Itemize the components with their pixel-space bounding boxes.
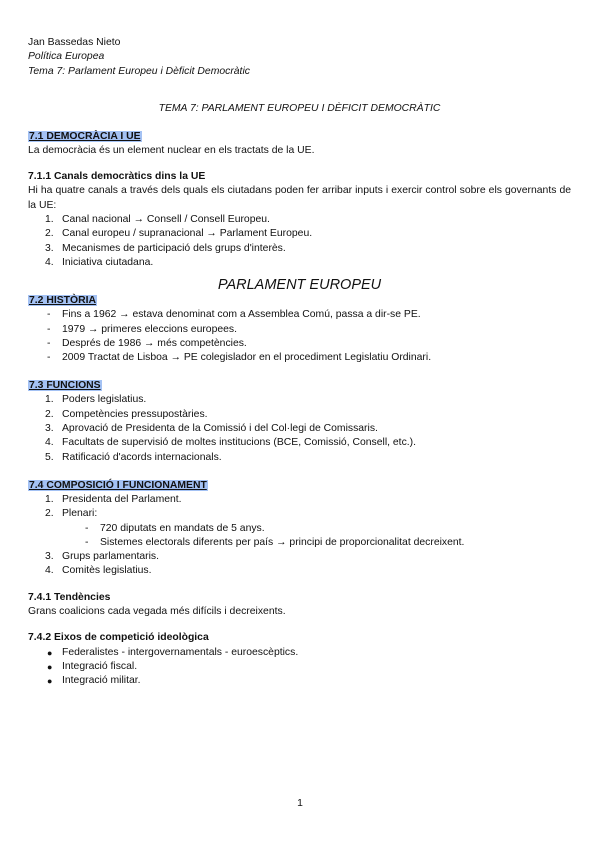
- list-item: 5. Ratificació d'acords internacionals.: [45, 451, 222, 463]
- document-title: TEMA 7: PARLAMENT EUROPEU I DÈFICIT DEMOCRÀTIC: [158, 102, 441, 114]
- course-name: Política Europea: [28, 51, 105, 63]
- heading-7-1: 7.1 DEMOCRÀCIA I UE: [29, 130, 141, 142]
- list-item: ● Integració fiscal.: [47, 660, 138, 672]
- list-item: ● Integració militar.: [47, 675, 141, 687]
- sub-list-item: - 720 diputats en mandats de 5 anys.: [85, 522, 265, 534]
- list-item: 3. Grups parlamentaris.: [45, 551, 160, 563]
- list-item: 4. Iniciativa ciutadana.: [45, 256, 154, 268]
- list-item: 1. Presidenta del Parlament.: [45, 493, 182, 505]
- paragraph-7-1: La democràcia és un element nuclear en els tractats de la UE.: [28, 144, 315, 156]
- list-item: 3. Mecanismes de participació dels grups d'interès.: [45, 242, 286, 254]
- list-ideological-axes: [28, 646, 571, 689]
- list-item: - 1979 → primeres eleccions europees.: [47, 323, 238, 335]
- list-item: - 2009 Tractat de Lisboa → PE colegislador en el procediment Legislatiu Ordinari.: [47, 352, 432, 364]
- heading-7-4-1: 7.4.1 Tendències: [28, 591, 111, 603]
- list-item: 2. Plenari:: [45, 508, 98, 520]
- list-item: 4. Comitès legislatius.: [45, 565, 152, 577]
- heading-7-3: 7.3 FUNCIONS: [29, 380, 101, 392]
- document-page: [28, 36, 571, 689]
- list-item: 4. Facultats de supervisió de moltes institucions (BCE, Comissió, Consell, etc.).: [45, 437, 416, 449]
- document-header: [28, 36, 571, 79]
- paragraph-7-4-1: Grans coalicions cada vegada més difícils i decreixents.: [28, 606, 286, 618]
- page-number: 1: [297, 798, 303, 809]
- list-item: 1. Canal nacional → Consell / Consell Europeu.: [45, 214, 270, 226]
- list-item: - Fins a 1962 → estava denominat com a Assemblea Comú, passa a dir-se PE.: [47, 309, 421, 321]
- heading-7-4: 7.4 COMPOSICIÓ I FUNCIONAMENT: [29, 479, 207, 491]
- sub-list-item: - Sistemes electorals diferents per país → principi de proporcionalitat decreixent.: [85, 536, 465, 548]
- list-item: - Després de 1986 → més competències.: [47, 337, 247, 349]
- heading-7-2: 7.2 HISTÒRIA: [29, 295, 96, 307]
- paragraph-7-1-1: Hi ha quatre canals a través dels quals els ciutadans poden fer arribar inputs i exercir control sobre els governants de la UE:: [28, 185, 571, 211]
- list-item: 1. Poders legislatius.: [45, 394, 147, 406]
- list-channels: [28, 213, 571, 270]
- list-functions: [28, 393, 571, 464]
- list-item: ● Federalistes - intergovernamentals - euroescèptics.: [47, 646, 299, 658]
- list-composition: [28, 493, 571, 579]
- list-item: 2. Competències pressupostàries.: [45, 408, 208, 420]
- topic-name: Tema 7: Parlament Europeu i Dèficit Democràtic: [28, 65, 250, 77]
- list-history: [28, 308, 571, 365]
- heading-7-1-1: 7.1.1 Canals democràtics dins la UE: [28, 171, 206, 183]
- list-item: 3. Aprovació de Presidenta de la Comissió i del Col·legi de Comissaris.: [45, 423, 378, 435]
- author-name: Jan Bassedas Nieto: [28, 37, 121, 48]
- heading-7-4-2: 7.4.2 Eixos de competició ideològica: [28, 632, 209, 644]
- list-item: 2. Canal europeu / supranacional → Parlament Europeu.: [45, 228, 313, 240]
- section-title: PARLAMENT EUROPEU: [217, 277, 382, 294]
